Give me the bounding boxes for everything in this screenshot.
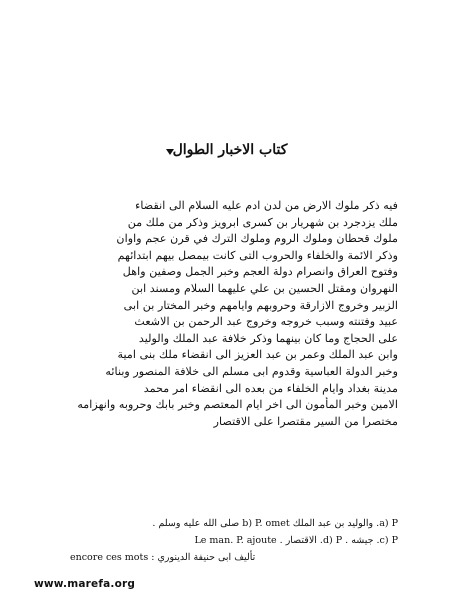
- source-url: www.marefa.org: [34, 578, 136, 590]
- body-line: على الحجاج وما كان بينهما وذكر خلافة عبد الملك والوليد: [138, 331, 398, 345]
- body-line: ملك يزدجرد بن شهريار بن كسرى ابرويز وذكر من ملك من: [127, 215, 398, 229]
- body-line: النهروان ومقتل الحسين بن علي عليهما السلام ومسند ابن: [131, 281, 398, 295]
- body-line: فيه ذكر ملوك الارض من لدن ادم عليه السلام الى انقضاء: [135, 199, 398, 212]
- body-line: وذكر الائمة والخلفاء والحروب التى كانت بيمصل بيهم ابتدائهم: [117, 248, 398, 262]
- body-line: وابن عبد الملك وعمر بن عبد العزيز الى انقضاء ملك بنى امية: [117, 348, 398, 362]
- body-line: عبيد وفتنته وسبب خروجه وخروج عبد الرحمن بن الاشعث: [134, 315, 398, 329]
- body-line: الزبير وخروج الازارقة وحروبهم وايامهم وخبر المختار بن ابى: [123, 298, 398, 312]
- body-line: ملوك قحطان وملوك الروم وملوك الترك في قرن عجم واوان: [116, 232, 398, 246]
- body-line: وفتوح العراق وانصرام دولة العجم وخبر الجمل وصفين واهل: [122, 265, 398, 279]
- body-line: الامين وخبر المأمون الى اخر ايام المعتصم وخبر بابك وحروبه وانهزامه: [77, 398, 398, 412]
- footnote-line: c) P. جيشه . d) P. الاقتصار . Le man. P. ajoute: [194, 535, 398, 546]
- body-line: مدينة بغداد وايام الخلفاء من بعده الى انقضاء امر محمد: [143, 381, 398, 395]
- footnotes: [70, 515, 398, 566]
- title-ornament-icon: [166, 149, 174, 155]
- footnote-line: a) P. والوليد بن عبد الملك b) P. omet صلى الله عليه وسلم .: [152, 518, 398, 529]
- book-title: كتاب الاخبار الطوال: [172, 142, 288, 158]
- body-line: مختصرا من السير مقتصرا على الاقتصار: [213, 414, 398, 428]
- footnote-line: encore ces mots : تأليف ابى حنيفة الدينوري: [70, 552, 256, 563]
- body-line: وخبر الدولة العباسية وقدوم ابى مسلم الى خلافة المنصور وبنائه: [105, 364, 398, 378]
- body-text: [70, 198, 398, 430]
